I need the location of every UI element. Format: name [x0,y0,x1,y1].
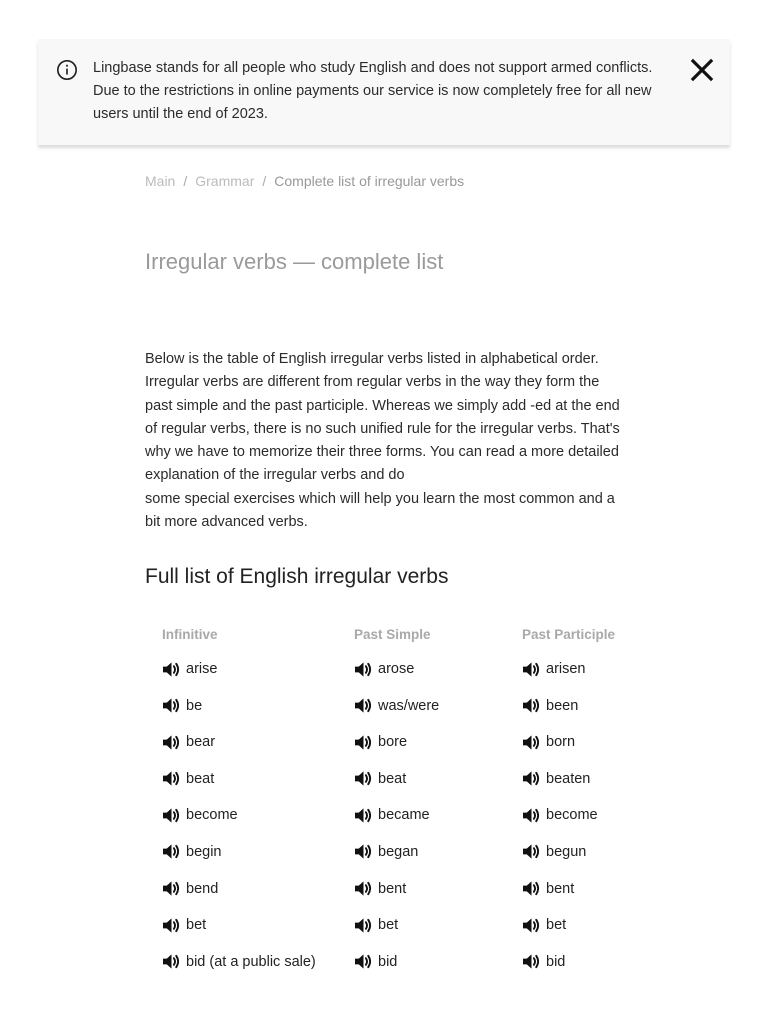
speaker-icon[interactable] [354,770,373,787]
verb-form: become [546,807,598,824]
info-circle-icon [56,59,78,81]
speaker-icon[interactable] [354,734,373,751]
past-participle-cell[interactable] [522,656,586,682]
intro-text [145,348,625,534]
verb-form: become [186,807,238,824]
speaker-icon[interactable] [162,843,181,860]
speaker-icon[interactable] [522,953,541,970]
speaker-icon[interactable] [354,953,373,970]
speaker-icon[interactable] [522,880,541,897]
verb-form: arose [378,661,415,677]
speaker-icon[interactable] [522,661,541,678]
verb-form: bet [378,917,399,934]
breadcrumb-current: Complete list of irregular verbs [274,173,465,189]
speaker-icon[interactable] [522,843,541,860]
speaker-icon[interactable] [162,697,181,714]
column-header-past-participle: Past Participle [522,627,616,642]
verb-form: bear [186,734,216,751]
verb-form: been [546,697,579,714]
past-simple-cell[interactable] [354,656,414,682]
speaker-icon[interactable] [162,880,181,897]
infinitive-cell[interactable] [162,912,206,938]
verb-form: arise [186,661,218,677]
speaker-icon[interactable] [354,843,373,860]
speaker-icon[interactable] [354,661,373,678]
verb-form: begin [186,843,222,860]
page-title: Irregular verbs — complete list [145,249,444,274]
verb-form: beat [186,770,215,787]
breadcrumb [145,173,464,189]
past-participle-cell[interactable] [522,876,574,902]
verb-form: bid (at a public sale) [186,953,316,970]
past-participle-cell[interactable] [522,912,566,938]
infinitive-cell[interactable] [162,693,202,719]
speaker-icon[interactable] [354,917,373,934]
infinitive-cell[interactable] [162,766,214,792]
speaker-icon[interactable] [354,807,373,824]
verb-form: bent [546,880,575,897]
notice-banner [38,39,730,145]
close-icon[interactable] [688,56,716,84]
speaker-icon[interactable] [162,661,181,678]
verb-form: bend [186,880,219,897]
verb-form: bid [546,953,566,970]
verb-form: began [378,843,419,860]
verb-form: beat [378,770,407,787]
verb-form: arisen [546,661,586,677]
past-simple-cell[interactable] [354,839,418,865]
past-simple-cell[interactable] [354,693,439,719]
verb-form: bet [186,917,207,934]
column-header-infinitive: Infinitive [162,627,218,642]
infinitive-cell[interactable] [162,656,217,682]
verb-form: bent [378,880,407,897]
past-participle-cell[interactable] [522,839,586,865]
infinitive-cell[interactable] [162,839,221,865]
verb-form: bore [378,734,408,751]
past-simple-cell[interactable] [354,876,406,902]
verb-form: be [186,697,203,714]
past-simple-cell[interactable] [354,802,430,828]
infinitive-cell[interactable] [162,949,316,975]
past-simple-cell[interactable] [354,766,406,792]
verb-form: beaten [546,770,591,787]
infinitive-cell[interactable] [162,802,238,828]
speaker-icon[interactable] [162,734,181,751]
speaker-icon[interactable] [522,697,541,714]
section-title: Full list of English irregular verbs [145,565,449,588]
speaker-icon[interactable] [162,917,181,934]
speaker-icon[interactable] [162,953,181,970]
speaker-icon[interactable] [522,734,541,751]
verb-form: begun [546,843,587,860]
speaker-icon[interactable] [162,770,181,787]
speaker-icon[interactable] [522,917,541,934]
breadcrumb-grammar-link[interactable]: Grammar [195,173,255,189]
past-participle-cell[interactable] [522,766,590,792]
past-simple-cell[interactable] [354,949,397,975]
past-simple-cell[interactable] [354,729,407,755]
notice-text: Lingbase stands for all people who study English and does not support armed conflicts. Due to the restrictions in online payments our service is now completely free for all new users until the end of 2023. [93,60,653,122]
infinitive-cell[interactable] [162,876,218,902]
speaker-icon[interactable] [522,770,541,787]
verb-form: bid [378,953,398,970]
breadcrumb-separator: / [262,173,267,189]
speaker-icon[interactable] [522,807,541,824]
past-participle-cell[interactable] [522,729,575,755]
past-participle-cell[interactable] [522,949,565,975]
verb-form: born [546,734,576,751]
breadcrumb-separator: / [183,173,188,189]
speaker-icon[interactable] [354,697,373,714]
intro-paragraph-1: Below is the table of English irregular verbs listed in alphabetical order. Irregular verbs are different from regular verbs in the way they form the past simple and the past participle. Whereas we simply add -ed at the end of regular verbs, there is no such unified rule for the irregular verbs. That's why we have to memorize their three forms. You can read a more detailed explanation of the irregular verbs and do [145,351,620,484]
speaker-icon[interactable] [354,880,373,897]
verb-form: became [378,807,430,824]
infinitive-cell[interactable] [162,729,215,755]
past-simple-cell[interactable] [354,912,398,938]
verb-form: bet [546,917,567,934]
intro-paragraph-2: some special exercises which will help you learn the most common and a bit more advanced verbs. [145,490,615,531]
breadcrumb-main-link[interactable]: Main [145,173,176,189]
verb-form: was/were [378,697,440,714]
speaker-icon[interactable] [162,807,181,824]
column-header-past-simple: Past Simple [354,627,431,642]
past-participle-cell[interactable] [522,802,598,828]
past-participle-cell[interactable] [522,693,578,719]
